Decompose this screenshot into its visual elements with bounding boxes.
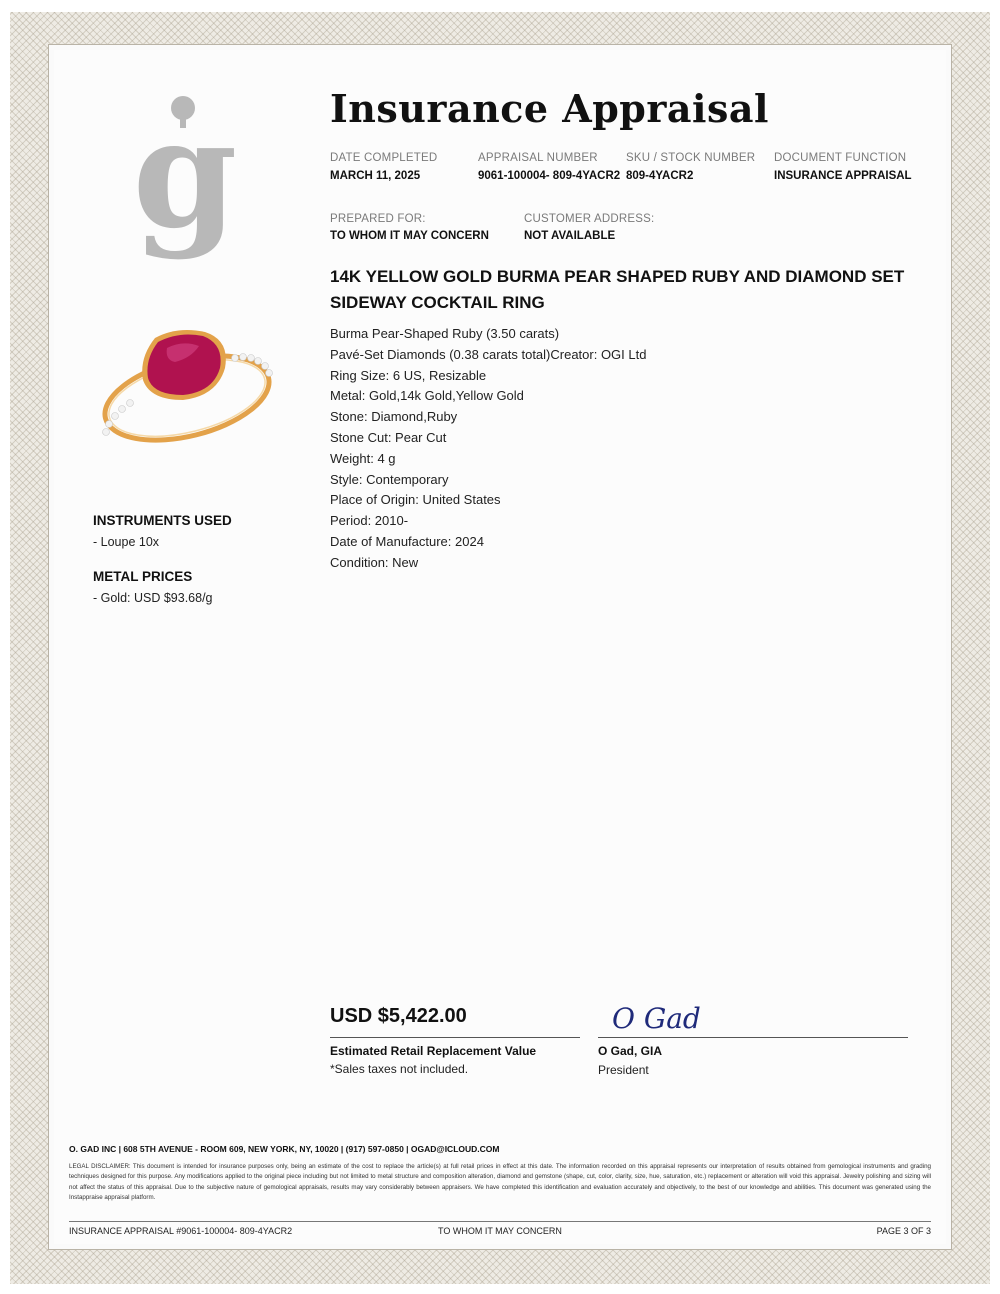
detail-item: Weight: 4 g (330, 450, 396, 466)
metal-price-value: - Gold: USD $93.68/g (93, 591, 213, 605)
sku-value: 809-4YACR2 (626, 170, 694, 182)
logo-letter: g (135, 96, 235, 262)
signer-name: O Gad, GIA (598, 1044, 663, 1058)
product-details (330, 324, 646, 574)
detail-item: Period: 2010- (330, 513, 409, 529)
appraisal-number: 9061-100004- 809-4YACR2 (478, 170, 621, 182)
detail-item: Metal: Gold,14k Gold,Yellow Gold (330, 388, 524, 404)
signature-divider (598, 1037, 908, 1038)
detail-item: Stone Cut: Pear Cut (330, 429, 447, 445)
footer-divider (69, 1221, 931, 1222)
product-title: 14K YELLOW GOLD BURMA PEAR SHAPED RUBY AND DIAMOND SET SIDEWAY COCKTAIL RING (330, 267, 905, 312)
replacement-value: USD $5,422.00 (330, 1005, 467, 1027)
signature (610, 996, 720, 1036)
date-completed-label: DATE COMPLETED (330, 152, 438, 164)
footer-appraisal-ref: INSURANCE APPRAISAL #9061-100004- 809-4YACR2 (69, 1226, 293, 1236)
tax-note: *Sales taxes not included. (330, 1062, 469, 1076)
signer-title: President (598, 1063, 649, 1077)
customer-address: NOT AVAILABLE (524, 230, 616, 242)
prepared-for-label: PREPARED FOR: (330, 213, 426, 225)
instruments-value: - Loupe 10x (93, 535, 160, 549)
instruments-heading: INSTRUMENTS USED (93, 513, 232, 528)
replacement-value-label: Estimated Retail Replacement Value (330, 1044, 537, 1058)
document-function-label: DOCUMENT FUNCTION (774, 152, 907, 164)
company-info: O. GAD INC | 608 5TH AVENUE - ROOM 609, NEW YORK, NY, 10020 | (917) 597-0850 | OGAD@ICLOUD.COM (69, 1144, 500, 1154)
value-divider (330, 1037, 580, 1038)
document-function: INSURANCE APPRAISAL (774, 170, 912, 182)
detail-item: Ring Size: 6 US, Resizable (330, 367, 487, 383)
signature-script: O Gad (612, 1002, 701, 1035)
customer-address-label: CUSTOMER ADDRESS: (524, 213, 655, 225)
metal-prices-heading: METAL PRICES (93, 569, 193, 584)
detail-item: Stone: Diamond,Ruby (330, 409, 458, 425)
detail-item: Condition: New (330, 554, 419, 570)
ring-photo (95, 318, 280, 468)
date-completed: MARCH 11, 2025 (330, 170, 421, 182)
detail-item: Pavé-Set Diamonds (0.38 carats total)Creator: OGI Ltd (330, 346, 647, 362)
detail-item: Burma Pear-Shaped Ruby (3.50 carats) (330, 326, 560, 341)
detail-item: Date of Manufacture: 2024 (330, 533, 484, 549)
detail-item: Style: Contemporary (330, 471, 449, 487)
legal-disclaimer: LEGAL DISCLAIMER: This document is intended for insurance purposes only, being an estimate of the cost to replace the article(s) at full retail prices in effect at this date. The information recorded on this appraisal represents our interpretation of results obtained from gemological instruments and grading techniques designed for this purpose. Any modifications applied to the original piece including but not limited to metal structure and composition alteration, diamond and gemstone (shape, cut, color, clarity, size, hue, saturation, etc.) replacement or alteration will void this appraisal. Jewelry polishing and sizing will not affect the status of this appraisal. Due to the subjective nature of gemological appraisals, results may vary considerably between appraisers. We have completed this identification and evaluation accurately and objectively, to the best of our knowledge and abilities. This document was generated using the Instappraise appraisal platform. (69, 1163, 931, 1201)
footer-recipient: TO WHOM IT MAY CONCERN (438, 1226, 562, 1236)
detail-item: Place of Origin: United States (330, 492, 501, 508)
prepared-for: TO WHOM IT MAY CONCERN (330, 230, 489, 242)
page-title: Insurance Appraisal (330, 86, 769, 131)
appraisal-number-label: APPRAISAL NUMBER (478, 152, 598, 164)
og-logo-icon (135, 96, 235, 276)
sku-label: SKU / STOCK NUMBER (626, 152, 756, 164)
page-number: PAGE 3 OF 3 (876, 1226, 931, 1236)
